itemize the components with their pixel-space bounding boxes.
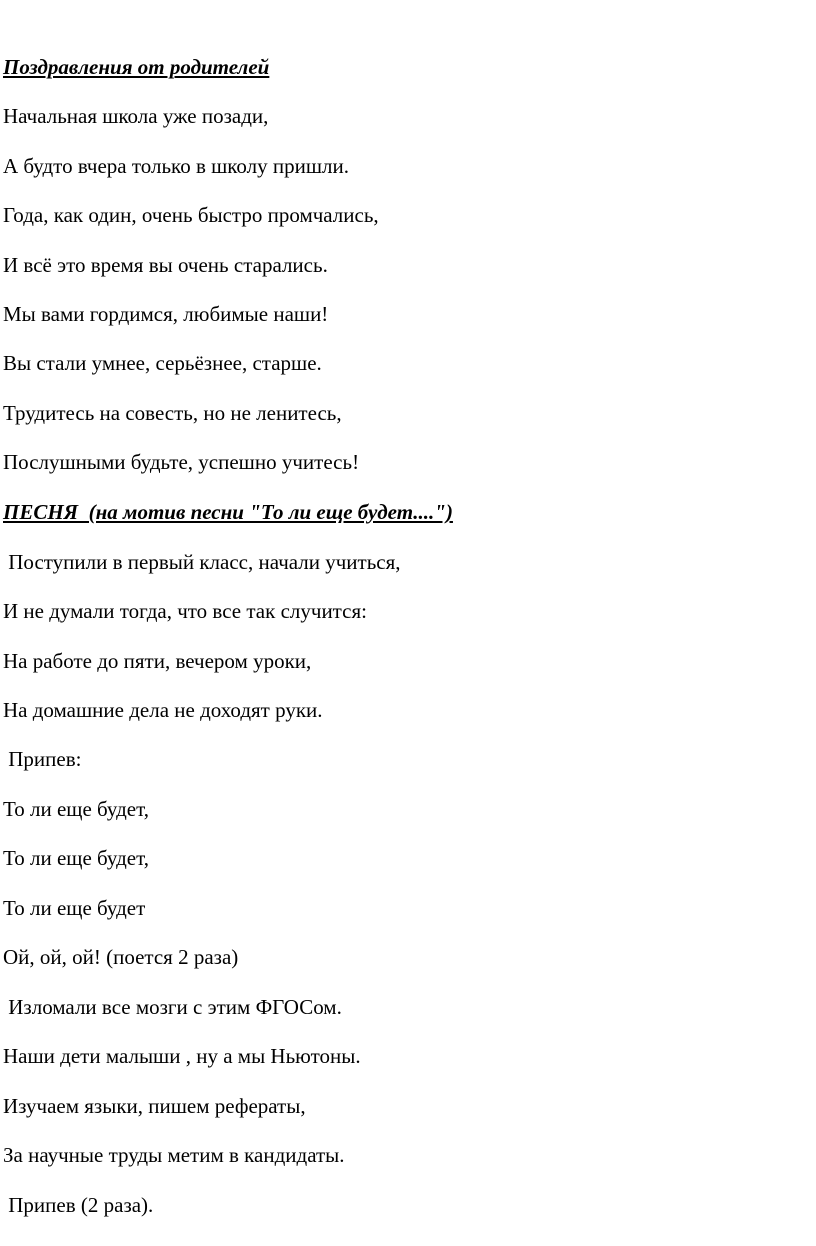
poem-line: Мы вами гордимся, любимые наши!	[3, 302, 329, 326]
song-line: На домашние дела не доходят руки.	[3, 698, 323, 722]
poem-line: Вы стали умнее, серьёзнее, старше.	[3, 351, 322, 375]
song-line: Ой, ой, ой! (поется 2 раза)	[3, 945, 239, 969]
poem-line: Начальная школа уже позади,	[3, 104, 269, 128]
poem-line: И всё это время вы очень старались.	[3, 253, 328, 277]
song-line: И не думали тогда, что все так случится:	[3, 599, 367, 623]
heading-song: ПЕСНЯ (на мотив песни "То ли еще будет....")	[3, 500, 453, 524]
poem-line: Трудитесь на совесть, но не ленитесь,	[3, 401, 342, 425]
song-line: То ли еще будет	[3, 896, 146, 920]
song-line: То ли еще будет,	[3, 846, 149, 870]
song-line: Наши дети малыши , ну а мы Ньютоны.	[3, 1044, 361, 1068]
song-line: Изучаем языки, пишем рефераты,	[3, 1094, 306, 1118]
song-line: То ли еще будет,	[3, 797, 149, 821]
poem-line: Послушными будьте, успешно учитесь!	[3, 450, 360, 474]
song-line: Поступили в первый класс, начали учиться,	[3, 550, 401, 574]
song-line: За научные труды метим в кандидаты.	[3, 1143, 345, 1167]
poem-line: А будто вчера только в школу пришли.	[3, 154, 349, 178]
song-chorus-label: Припев (2 раза).	[3, 1193, 154, 1217]
song-line: На работе до пяти, вечером уроки,	[3, 649, 312, 673]
heading-congratulations: Поздравления от родителей	[3, 55, 270, 79]
song-chorus-label: Припев:	[3, 747, 82, 771]
song-line: Изломали все мозги с этим ФГОСом.	[3, 995, 342, 1019]
poem-line: Года, как один, очень быстро промчались,	[3, 203, 379, 227]
